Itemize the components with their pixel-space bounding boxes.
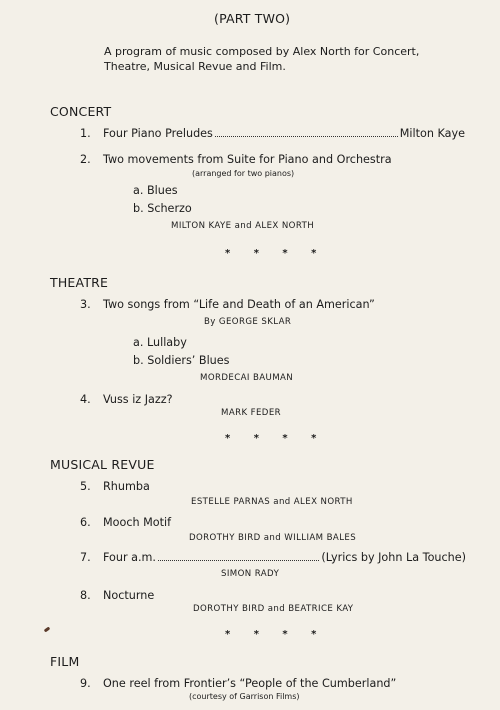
- item-1-line: [103, 127, 465, 140]
- item-title: Four Piano Preludes: [103, 127, 213, 140]
- section-divider: * * * *: [225, 433, 327, 444]
- item-number: 8.: [80, 589, 91, 602]
- item-note: (courtesy of Garrison Films): [189, 692, 300, 701]
- item-7-line: [103, 551, 466, 564]
- item-number: 1.: [80, 127, 91, 140]
- item-title: Two movements from Suite for Piano and Orchestra: [103, 153, 392, 166]
- item-title: Nocturne: [103, 589, 155, 602]
- section-heading-concert: CONCERT: [50, 104, 112, 119]
- movement-b: b. Scherzo: [133, 202, 192, 215]
- item-title: Mooch Motif: [103, 516, 172, 529]
- item-number: 3.: [80, 298, 91, 311]
- item-performer: SIMON RADY: [221, 569, 280, 579]
- item-title: One reel from Frontier’s “People of the Cumberland”: [103, 677, 397, 690]
- item-title: Vuss iz Jazz?: [103, 393, 173, 406]
- item-title: Two songs from “Life and Death of an American”: [103, 298, 375, 311]
- section-heading-film: FILM: [50, 654, 80, 669]
- item-note: (arranged for two pianos): [192, 169, 295, 178]
- item-performers: ESTELLE PARNAS and ALEX NORTH: [191, 497, 353, 507]
- section-divider: * * * *: [225, 248, 327, 259]
- item-performers: MILTON KAYE and ALEX NORTH: [171, 221, 315, 231]
- item-title: Rhumba: [103, 480, 150, 493]
- item-number: 2.: [80, 153, 91, 166]
- dot-leader: [215, 136, 398, 137]
- item-performers: DOROTHY BIRD and WILLIAM BALES: [189, 533, 357, 543]
- item-performer: Milton Kaye: [399, 127, 465, 140]
- item-lyrics: (Lyrics by John La Touche): [321, 551, 466, 564]
- section-divider: * * * *: [225, 629, 327, 640]
- item-performer: MARK FEDER: [221, 408, 282, 418]
- item-performers: DOROTHY BIRD and BEATRICE KAY: [193, 604, 354, 614]
- item-number: 9.: [80, 677, 91, 690]
- dot-leader: [158, 560, 319, 561]
- part-title: (PART TWO): [214, 11, 291, 26]
- movement-a: a. Blues: [133, 184, 178, 197]
- item-title: Four a.m.: [103, 551, 156, 564]
- item-number: 4.: [80, 393, 91, 406]
- item-number: 7.: [80, 551, 91, 564]
- intro-text: A program of music composed by Alex North for Concert, Theatre, Musical Revue and Film.: [104, 45, 420, 73]
- song-a: a. Lullaby: [133, 336, 187, 349]
- song-b: b. Soldiers’ Blues: [133, 354, 230, 367]
- item-number: 5.: [80, 480, 91, 493]
- item-author: By GEORGE SKLAR: [204, 317, 292, 327]
- ink-mark: [44, 627, 51, 633]
- section-heading-theatre: THEATRE: [50, 275, 109, 290]
- section-heading-revue: MUSICAL REVUE: [50, 457, 155, 472]
- item-number: 6.: [80, 516, 91, 529]
- item-performer: MORDECAI BAUMAN: [200, 373, 294, 383]
